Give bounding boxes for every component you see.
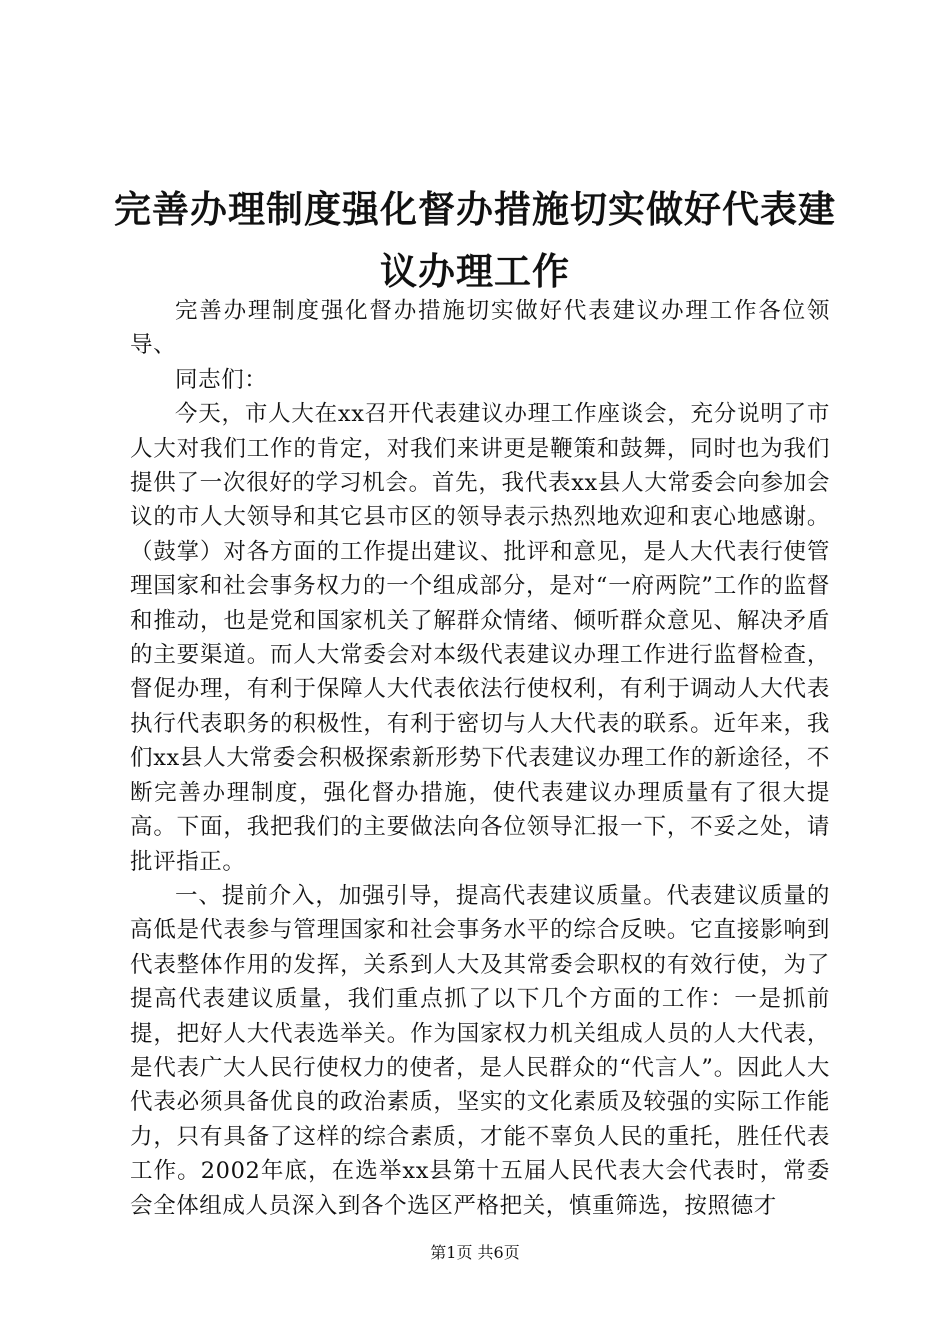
- document-body: [130, 294, 830, 1223]
- paragraph-section-one: 一、提前介入，加强引导，提高代表建议质量。代表建议质量的高低是代表参与管理国家和社会事务水平的综合反映。它直接影响到代表整体作用的发挥，关系到人大及其常委会职权的有效行使，为了提高代表建议质量，我们重点抓了以下几个方面的工作：一是抓前提，把好人大代表选举关。作为国家权力机关组成人员的人大代表，是代表广大人民行使权力的使者，是人民群众的“代言人”。因此人大代表必须具备优良的政治素质，坚实的文化素质及较强的实际工作能力，只有具备了这样的综合素质，才能不辜负人民的重托，胜任代表工作。2002年底，在选举xx县第十五届人民代表大会代表时，常委会全体组成人员深入到各个选区严格把关，慎重筛选，按照德才: [130, 882, 830, 1219]
- paragraph-salutation: 同志们：: [175, 366, 268, 393]
- paragraph-opening: 完善办理制度强化督办措施切实做好代表建议办理工作各位领导、: [130, 298, 830, 359]
- page-number-footer: 第1页 共6页: [430, 1243, 520, 1262]
- paragraph-introduction: 今天，市人大在xx召开代表建议办理工作座谈会，充分说明了市人大对我们工作的肯定，对我们来讲更是鞭策和鼓舞，同时也为我们提供了一次很好的学习机会。首先，我代表xx县人大常委会向参加会议的市人大领导和其它县市区的领导表示热烈地欢迎和衷心地感谢。（鼓掌）对各方面的工作提出建议、批评和意见，是人大代表行使管理国家和社会事务权力的一个组成部分，是对“一府两院”工作的监督和推动，也是党和国家机关了解群众情绪、倾听群众意见、解决矛盾的主要渠道。而人大常委会对本级代表建议办理工作进行监督检查，督促办理，有利于保障人大代表依法行使权利，有利于调动人大代表执行代表职务的积极性，有利于密切与人大代表的联系。近年来，我们xx县人大常委会积极探索新形势下代表建议办理工作的新途径，不断完善办理制度，强化督办措施，使代表建议办理质量有了很大提高。下面，我把我们的主要做法向各位领导汇报一下，不妥之处，请批评指正。: [130, 401, 830, 875]
- document-title: 完善办理制度强化督办措施切实做好代表建议办理工作: [114, 187, 836, 293]
